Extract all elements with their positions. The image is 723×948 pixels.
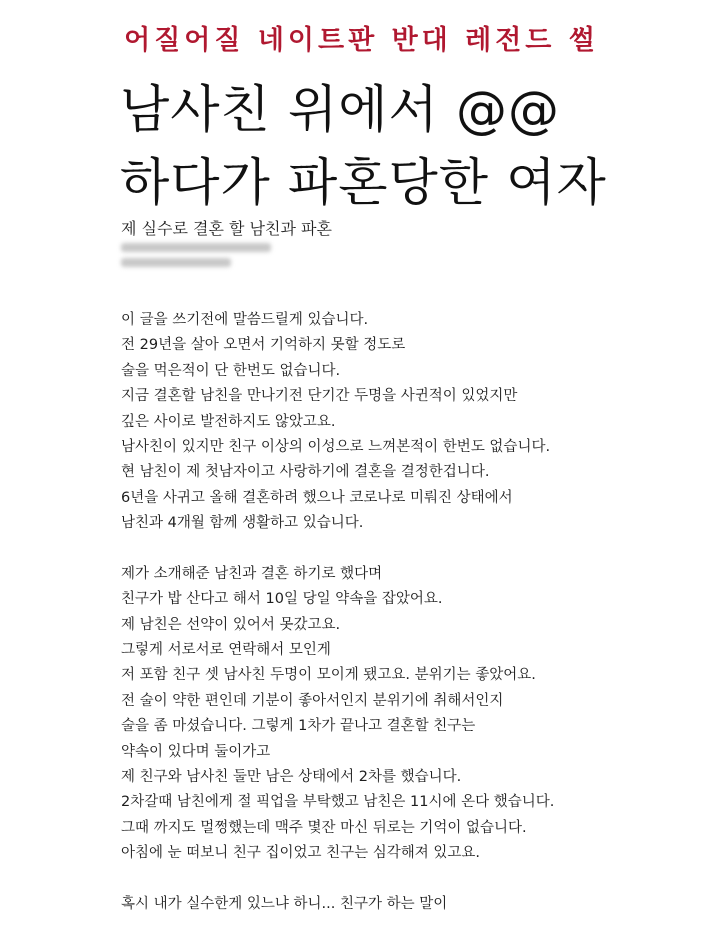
body-line: 술을 좀 마셨습니다. 그렇게 1차가 끝나고 결혼할 친구는 <box>121 718 476 735</box>
post-title: 제 실수로 결혼 할 남친과 파혼 <box>121 219 332 238</box>
body-line: 남사친이 있지만 친구 이상의 이성으로 느껴본적이 한번도 없습니다. <box>121 438 551 455</box>
post-body <box>121 308 701 917</box>
blurred-meta-line <box>121 243 271 252</box>
paragraph-gap <box>121 537 701 562</box>
body-line: 남친과 4개월 함께 생활하고 있습니다. <box>121 515 364 532</box>
body-line: 제가 소개해준 남친과 결혼 하기로 했다며 <box>121 565 383 582</box>
body-line: 현 남친이 제 첫남자이고 사랑하기에 결혼을 결정한겁니다. <box>121 464 490 481</box>
body-line: 6년을 사귀고 올해 결혼하려 했으나 코로나로 미뤄진 상태에서 <box>121 489 513 506</box>
headline <box>120 74 607 220</box>
body-line: 그렇게 서로서로 연락해서 모인게 <box>121 642 331 659</box>
body-line: 혹시 내가 실수한게 있느냐 하니... 친구가 하는 말이 <box>121 895 448 912</box>
headline-line-1: 남사친 위에서 @@ <box>120 81 561 140</box>
body-line: 이 글을 쓰기전에 말씀드릴게 있습니다. <box>121 312 369 328</box>
headline-line-2: 하다가 파혼당한 여자 <box>120 154 607 213</box>
body-line: 전 29년을 살아 오면서 기억하지 못할 정도로 <box>121 337 406 354</box>
body-line: 전 술이 약한 편인데 기분이 좋아서인지 분위기에 취해서인지 <box>121 692 504 709</box>
post-meta-blurred <box>121 243 271 273</box>
body-line: 그때 까지도 멀쩡했는데 맥주 몇잔 마신 뒤로는 기억이 없습니다. <box>121 819 527 836</box>
body-line: 깊은 사이로 발전하지도 않았고요. <box>121 413 336 430</box>
body-line: 지금 결혼할 남친을 만나기전 단기간 두명을 사귄적이 있었지만 <box>121 388 518 405</box>
body-line: 친구가 밥 산다고 해서 10일 당일 약속을 잡았어요. <box>121 591 443 608</box>
body-line: 저 포함 친구 셋 남사친 두명이 모이게 됐고요. 분위기는 좋았어요. <box>121 667 536 684</box>
body-line: 2차갈때 남친에게 절 픽업을 부탁했고 남친은 11시에 온다 했습니다. <box>121 794 555 811</box>
body-line: 제 친구와 남사친 둘만 남은 상태에서 2차를 했습니다. <box>121 769 462 786</box>
blurred-meta-line <box>121 258 231 267</box>
body-line: 제 남친은 선약이 있어서 못갔고요. <box>121 616 341 633</box>
body-line: 약속이 있다며 둘이가고 <box>121 743 271 760</box>
body-line: 술을 먹은적이 단 한번도 없습니다. <box>121 362 341 379</box>
body-line: 아침에 눈 떠보니 친구 집이었고 친구는 심각해져 있고요. <box>121 845 481 862</box>
paragraph-gap <box>121 867 701 892</box>
banner-title: 어질어질 네이트판 반대 레전드 썰 <box>124 25 599 56</box>
